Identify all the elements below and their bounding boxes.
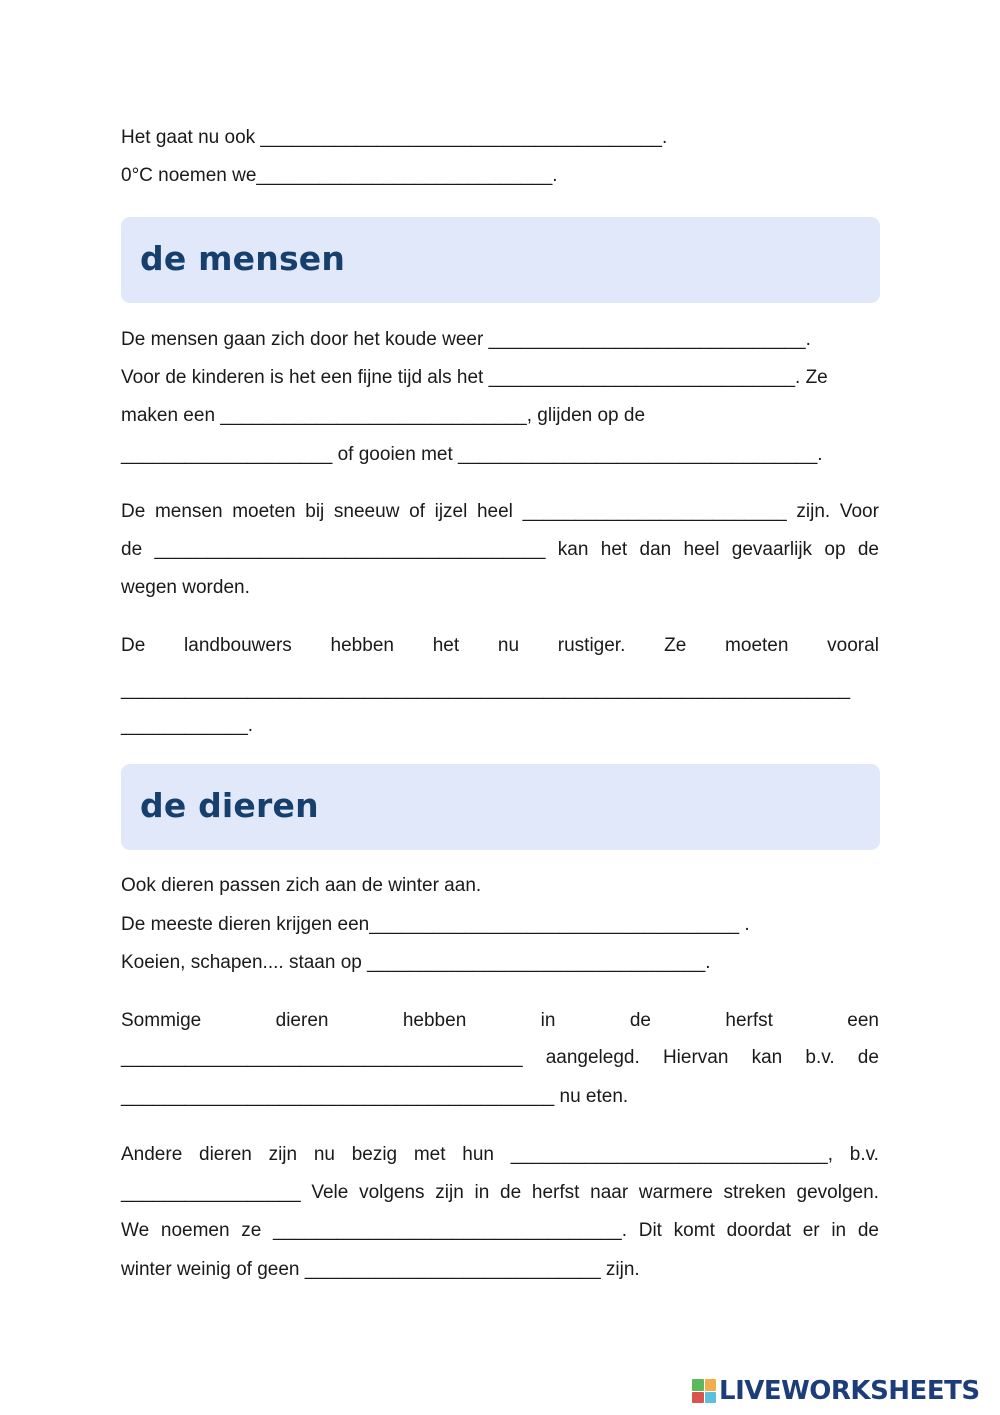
word: de bbox=[857, 539, 879, 560]
dieren-p3-line-2 bbox=[121, 1181, 879, 1205]
word: Voor bbox=[839, 501, 879, 522]
word: sneeuw bbox=[333, 501, 400, 522]
word: moeten bbox=[232, 501, 296, 522]
word: Dit bbox=[638, 1220, 662, 1241]
mensen-p2-line-1 bbox=[121, 500, 879, 524]
word: Sommige bbox=[121, 1010, 202, 1031]
dieren-p1-line-3: Koeien, schapen.... staan op ________________________________. bbox=[121, 952, 711, 973]
mensen-p3-line-3: ____________. bbox=[121, 715, 254, 736]
intro-line-2: 0°C noemen we____________________________. bbox=[121, 165, 558, 186]
word: Hiervan bbox=[662, 1047, 729, 1068]
mensen-p2-line-2 bbox=[121, 538, 879, 562]
word: rustiger. bbox=[557, 635, 626, 656]
intro-line-1: Het gaat nu ook ______________________________________. bbox=[121, 127, 668, 148]
word: ijzel bbox=[434, 501, 468, 522]
word: hun bbox=[462, 1144, 494, 1165]
word: nu bbox=[313, 1144, 335, 1165]
answer-blank: _____________________________________ bbox=[154, 539, 546, 560]
word: zijn. bbox=[796, 501, 831, 522]
word: er bbox=[802, 1220, 820, 1241]
word: naar bbox=[590, 1182, 629, 1203]
word: doordat bbox=[726, 1220, 792, 1241]
logo-square-2 bbox=[705, 1379, 717, 1391]
word: bij bbox=[305, 501, 325, 522]
word: heel bbox=[683, 539, 720, 560]
dieren-p3-line-1 bbox=[121, 1143, 879, 1167]
mensen-p1-line-3: maken een _____________________________, glijden op de bbox=[121, 405, 646, 426]
word: een bbox=[847, 1010, 879, 1031]
word: heel bbox=[476, 501, 513, 522]
answer-blank: ______________________________________ bbox=[121, 1047, 523, 1068]
word: zijn bbox=[435, 1182, 464, 1203]
answer-blank: _________________________________. bbox=[273, 1220, 628, 1241]
word: herfst bbox=[531, 1182, 580, 1203]
mensen-p2-line-3: wegen worden. bbox=[121, 577, 250, 598]
word: streken bbox=[723, 1182, 786, 1203]
word: b.v. bbox=[805, 1047, 835, 1068]
word: ze bbox=[241, 1220, 262, 1241]
dieren-p3-line-4: winter weinig of geen ____________________________ zijn. bbox=[121, 1259, 640, 1280]
liveworksheets-logo bbox=[692, 1374, 980, 1408]
logo-square-1 bbox=[692, 1379, 704, 1391]
word: met bbox=[413, 1144, 446, 1165]
answer-blank: ______________________________, bbox=[510, 1144, 834, 1165]
section-title-mensen: de mensen bbox=[140, 239, 346, 278]
word: hebben bbox=[330, 635, 394, 656]
dieren-p2-line-1 bbox=[121, 1009, 879, 1033]
word: Vele bbox=[311, 1182, 349, 1203]
word: Ze bbox=[664, 635, 687, 656]
word: zijn bbox=[268, 1144, 298, 1165]
logo-text: LIVEWORKSHEETS bbox=[719, 1376, 980, 1406]
word: dieren bbox=[275, 1010, 329, 1031]
word: De bbox=[121, 635, 146, 656]
word: de bbox=[500, 1182, 522, 1203]
logo-square-3 bbox=[692, 1392, 704, 1404]
word: in bbox=[540, 1010, 556, 1031]
word: kan bbox=[557, 539, 589, 560]
dieren-p3-line-3 bbox=[121, 1219, 879, 1243]
word: gevaarlijk bbox=[731, 539, 813, 560]
mensen-p3-line-1 bbox=[121, 634, 879, 658]
answer-blank: _________________________ bbox=[522, 501, 787, 522]
dieren-p1-line-1: Ook dieren passen zich aan de winter aan. bbox=[121, 875, 482, 896]
word: moeten bbox=[725, 635, 789, 656]
word: De bbox=[121, 501, 146, 522]
word: op bbox=[824, 539, 846, 560]
word: het bbox=[600, 539, 628, 560]
word: mensen bbox=[154, 501, 223, 522]
word: in bbox=[474, 1182, 490, 1203]
logo-square-4 bbox=[705, 1392, 717, 1404]
word: de bbox=[857, 1220, 879, 1241]
word: Andere bbox=[121, 1144, 183, 1165]
mensen-p1-line-1: De mensen gaan zich door het koude weer ______________________________. bbox=[121, 329, 811, 350]
word: noemen bbox=[160, 1220, 230, 1241]
word: nu bbox=[497, 635, 520, 656]
word: de bbox=[629, 1010, 651, 1031]
word: b.v. bbox=[849, 1144, 879, 1165]
section-title-dieren: de dieren bbox=[140, 786, 319, 825]
mensen-p3-line-2: _____________________________________________________________________ bbox=[121, 679, 851, 700]
word: de bbox=[121, 539, 143, 560]
word: bezig bbox=[351, 1144, 398, 1165]
word: herfst bbox=[725, 1010, 773, 1031]
mensen-p1-line-2: Voor de kinderen is het een fijne tijd als het _____________________________. Ze bbox=[121, 367, 828, 388]
word: landbouwers bbox=[184, 635, 292, 656]
word: volgens bbox=[359, 1182, 425, 1203]
section-header-dieren bbox=[121, 764, 880, 850]
word: komt bbox=[673, 1220, 715, 1241]
word: We bbox=[121, 1220, 150, 1241]
word: gevolgen. bbox=[796, 1182, 879, 1203]
word: dan bbox=[639, 539, 672, 560]
dieren-p2-line-2 bbox=[121, 1046, 879, 1070]
word: in bbox=[831, 1220, 847, 1241]
section-header-mensen bbox=[121, 217, 880, 303]
word: het bbox=[432, 635, 460, 656]
word: of bbox=[409, 501, 425, 522]
dieren-p2-line-3: _________________________________________ nu eten. bbox=[121, 1086, 629, 1107]
dieren-p1-line-2: De meeste dieren krijgen een___________________________________ . bbox=[121, 914, 750, 935]
word: aangelegd. bbox=[545, 1047, 640, 1068]
word: dieren bbox=[199, 1144, 252, 1165]
answer-blank: _________________ bbox=[121, 1182, 301, 1203]
liveworksheets-logo-icon bbox=[692, 1379, 716, 1403]
word: hebben bbox=[402, 1010, 467, 1031]
word: vooral bbox=[827, 635, 879, 656]
word: kan bbox=[751, 1047, 783, 1068]
mensen-p1-line-4: ____________________ of gooien met __________________________________. bbox=[121, 444, 823, 465]
word: warmere bbox=[638, 1182, 713, 1203]
word: de bbox=[857, 1047, 879, 1068]
